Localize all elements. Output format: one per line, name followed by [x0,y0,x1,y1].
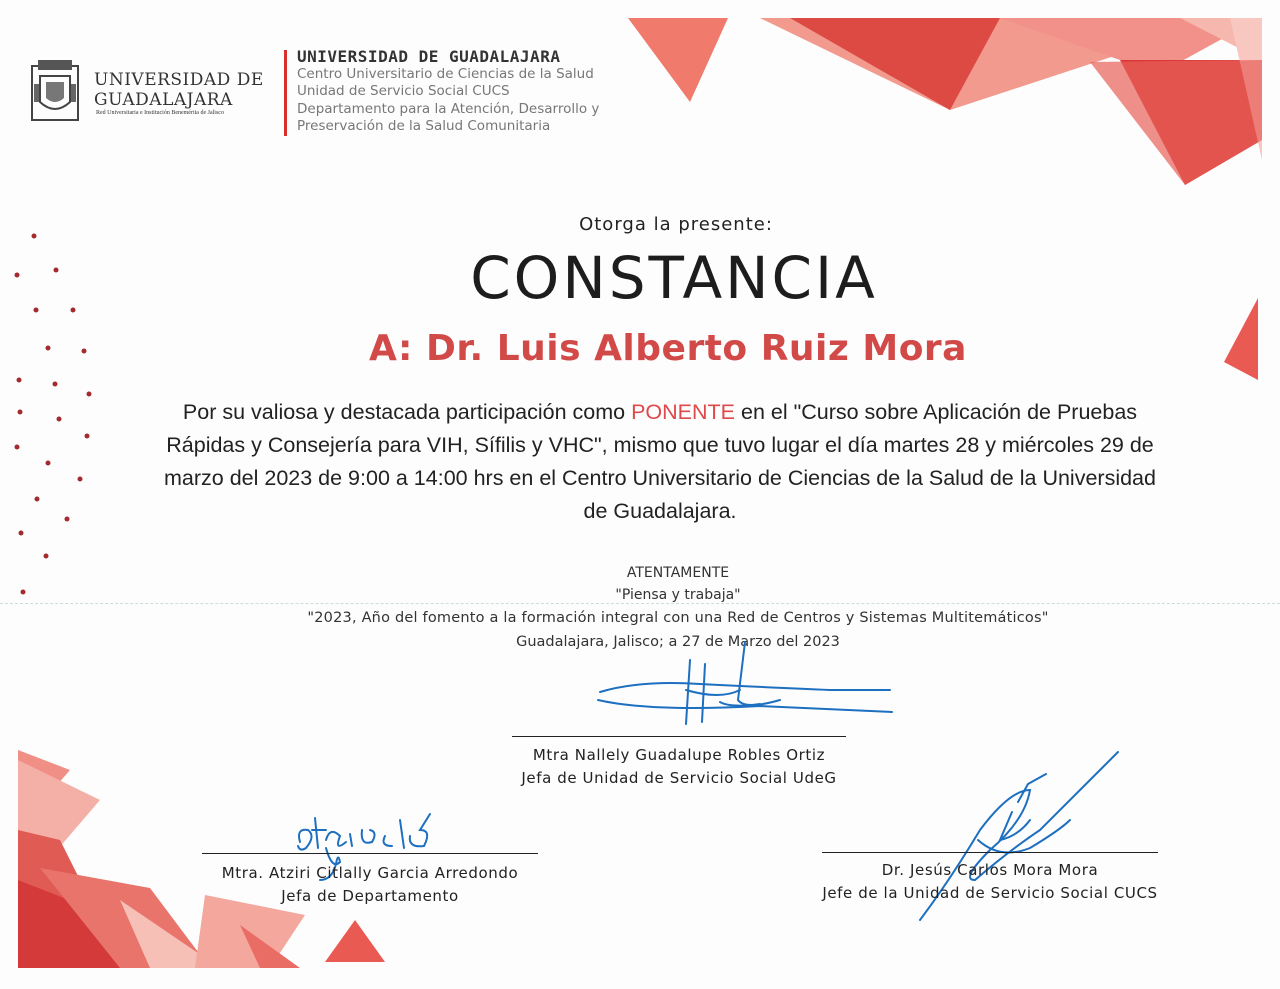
year-motto: "2023, Año del fomento a la formación integral con una Red de Centros y Sistemas Multitemáticos" [307,610,1049,626]
logo-subtitle: Red Universitaria e Institución Benemérita de Jalisco [96,110,224,116]
atentamente: ATENTAMENTE [626,565,730,581]
motto: "Piensa y trabaja" [615,587,741,603]
role-highlight: PONENTE [631,400,736,424]
signer-role-2: Jefa de Departamento [281,887,459,905]
intro-text: Otorga la presente: [579,214,773,235]
signer-name-1: Mtra Nallely Guadalupe Robles Ortiz [532,746,826,764]
signature-line-3 [822,852,1158,853]
body-text-start: Por su valiosa y destacada participación como [182,400,632,424]
signer-role-3: Jefe de la Unidad de Servicio Social CUCS [822,884,1158,902]
signature-block-3 [790,859,1190,905]
signature-line-1 [512,736,846,737]
signature-block-2 [170,862,570,908]
signer-name-3: Dr. Jesús Carlos Mora Mora [881,861,1099,879]
recipient-name: A: Dr. Luis Alberto Ruiz Mora [369,328,967,369]
institution-title: UNIVERSIDAD DE GUADALAJARA [297,47,561,66]
signer-role-1: Jefa de Unidad de Servicio Social UdeG [521,769,837,787]
logo-line2: GUADALAJARA [94,90,233,110]
signature-line-2 [202,853,538,854]
certificate-title: CONSTANCIA [470,244,878,312]
signer-name-2: Mtra. Atziri Citlally Garcia Arredondo [221,864,519,882]
header-line-3: Departamento para la Atención, Desarrollo y [297,100,600,117]
logo-line1: UNIVERSIDAD DE [94,70,264,90]
header-line-1: Centro Universitario de Ciencias de la Salud [297,65,594,82]
header-line-4: Preservación de la Salud Comunitaria [297,118,551,134]
signature-block-1 [480,744,878,790]
body-text-end: en el "Curso sobre Aplicación de Pruebas Rápidas y Consejería para VIH, Sífilis y VHC", mismo que tuvo lugar el día martes 28 y miércoles 29 de marzo del 2023 de 9:00 a 14:00 hrs en el Centro Universitario de Ciencias de la Salud de la Universidad de Guadalajara. [164,400,1156,523]
place-date: Guadalajara, Jalisco; a 27 de Marzo del 2023 [516,634,840,650]
header-line-2: Unidad de Servicio Social CUCS [297,83,510,99]
